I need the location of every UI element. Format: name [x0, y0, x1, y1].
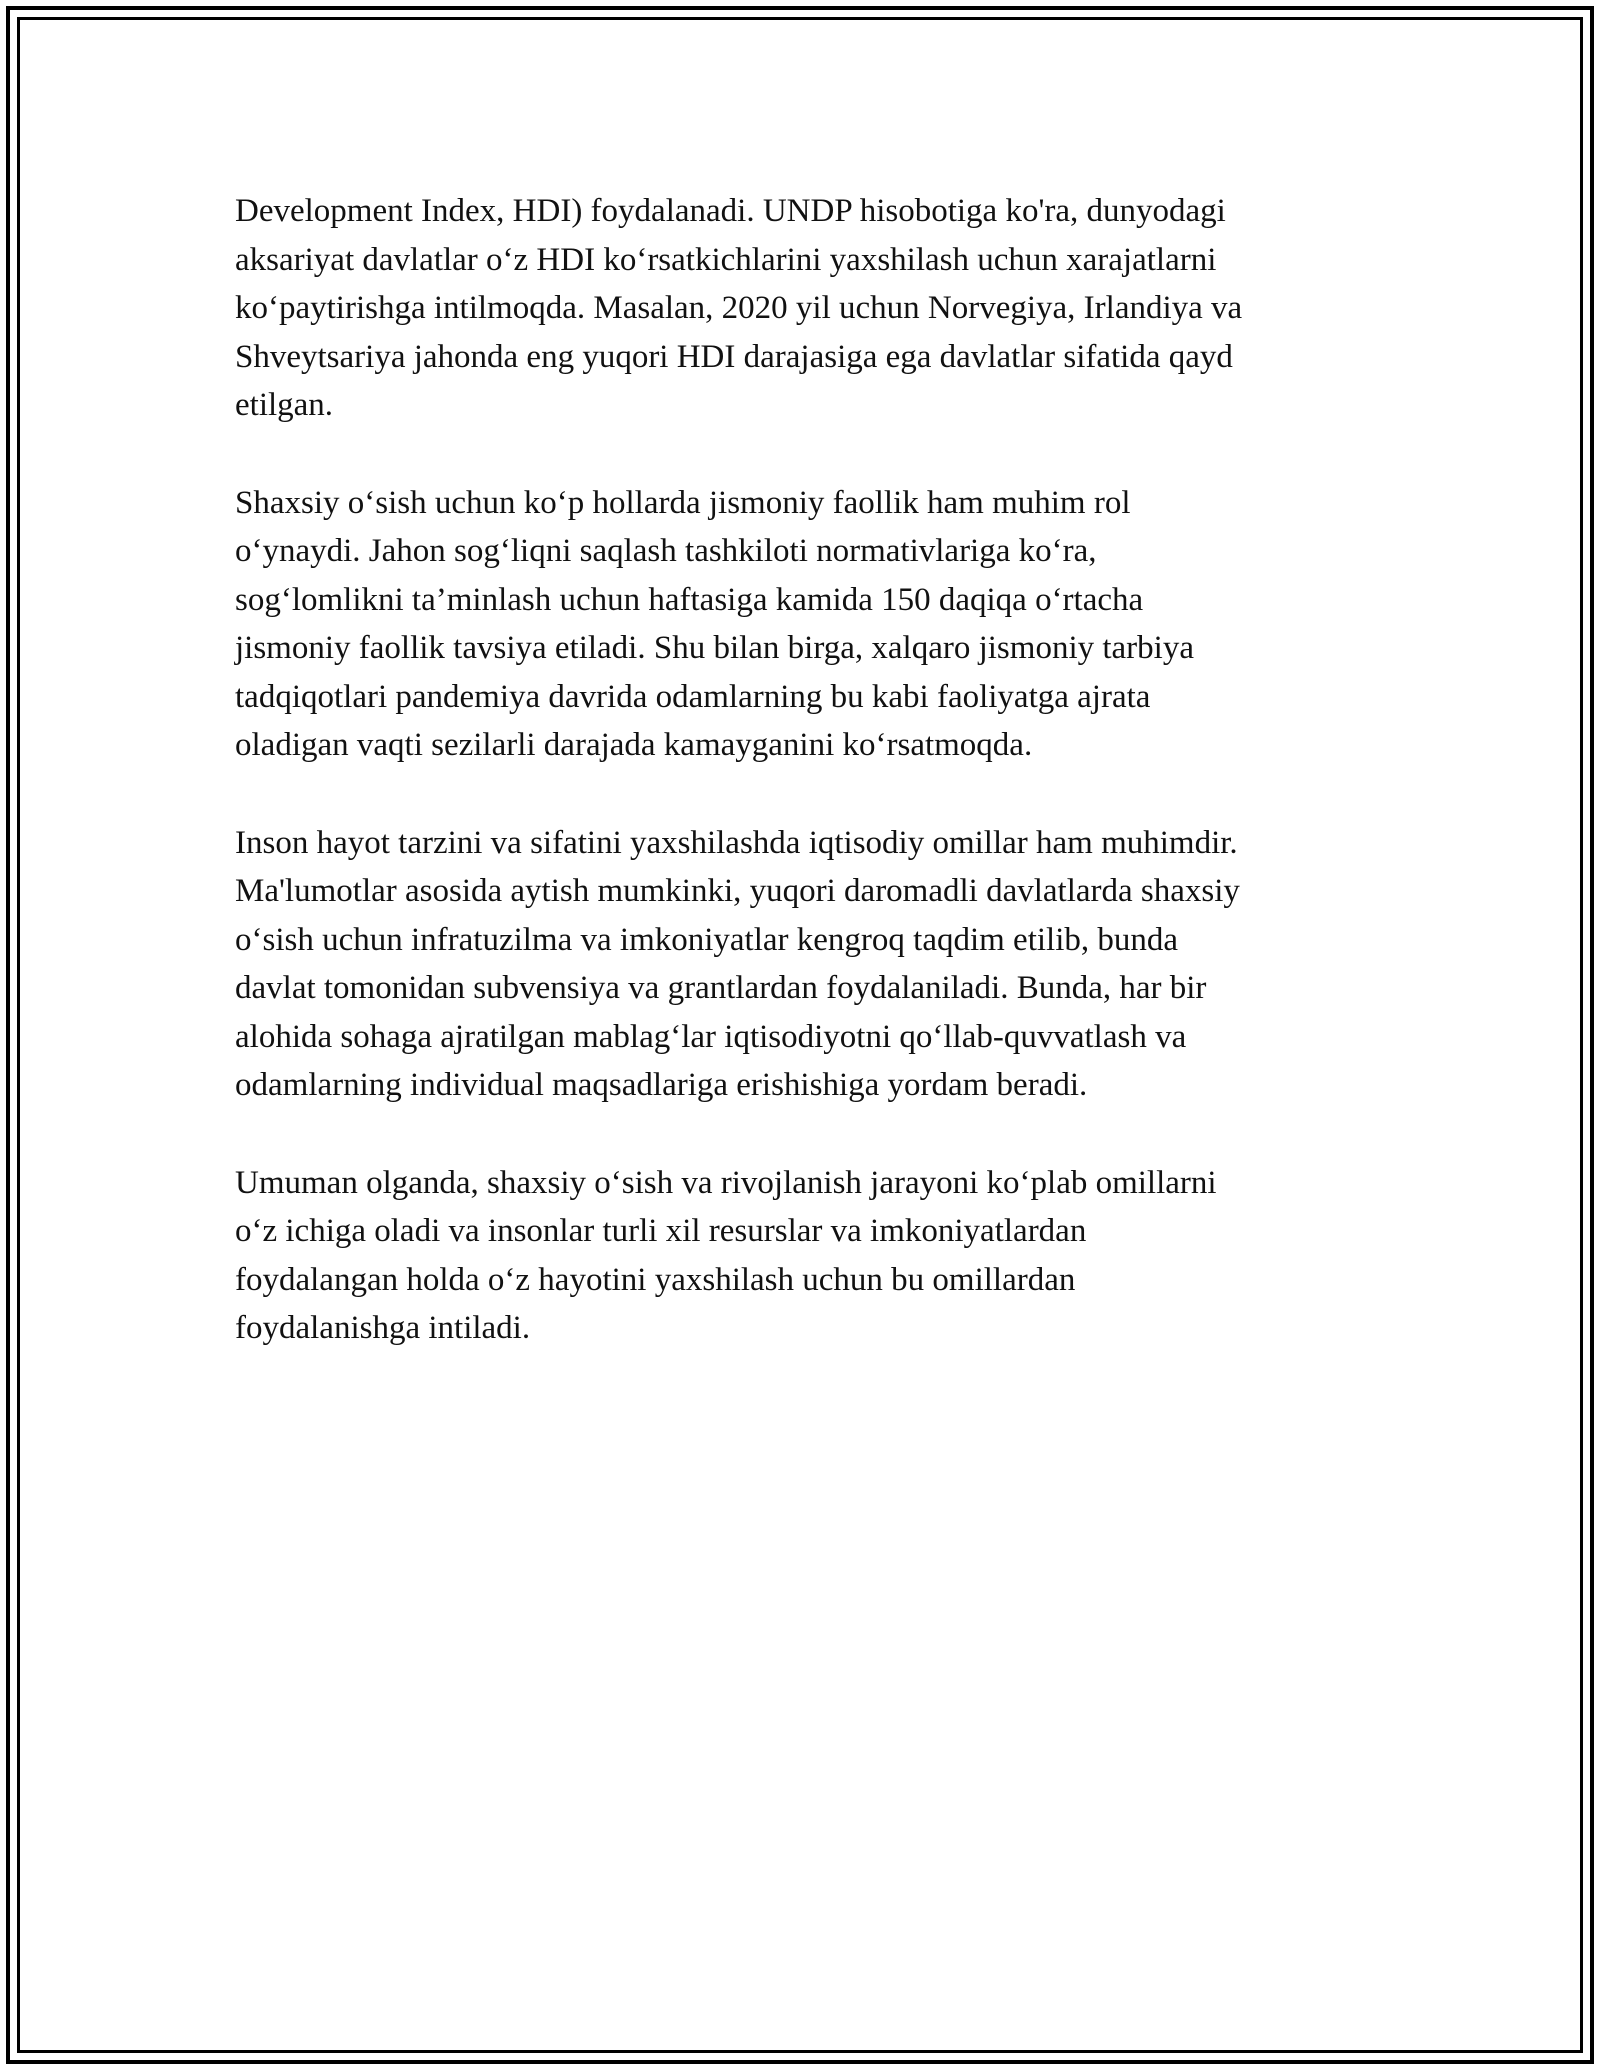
- text-line: Development Index, HDI) foydalanadi. UNDP hisobotiga ko'ra, dunyodagi: [235, 193, 1226, 229]
- text-line: oladigan vaqti sezilarli darajada kamayganini ko‘rsatmoqda.: [235, 727, 1033, 763]
- paragraph-hdi: [235, 187, 1365, 430]
- text-line: foydalangan holda o‘z hayotini yaxshilash uchun bu omillardan: [235, 1261, 1076, 1298]
- text-line: etilgan.: [235, 387, 334, 423]
- document-body: [235, 187, 1365, 1402]
- text-line: o‘ynaydi. Jahon sog‘liqni saqlash tashkiloti normativlariga ko‘ra,: [235, 533, 1097, 569]
- text-line: foydalanishga intiladi.: [235, 1310, 531, 1346]
- text-line: alohida sohaga ajratilgan mablag‘lar iqtisodiyotni qo‘llab-quvvatlash va: [235, 1018, 1187, 1055]
- text-line: aksariyat davlatlar o‘z HDI ko‘rsatkichlarini yaxshilash uchun xarajatlarni: [235, 241, 1217, 278]
- text-line: Umuman olganda, shaxsiy o‘sish va rivojlanish jarayoni ko‘plab omillarni: [235, 1164, 1217, 1201]
- text-line: ko‘paytirishga intilmoqda. Masalan, 2020 yil uchun Norvegiya, Irlandiya va: [235, 290, 1243, 326]
- paragraph-physical-activity: [235, 479, 1365, 770]
- paragraph-conclusion: [235, 1159, 1365, 1353]
- text-line: sog‘lomlikni ta’minlash uchun haftasiga kamida 150 daqiqa o‘rtacha: [235, 581, 1144, 618]
- paragraph-economic-factors: [235, 819, 1365, 1110]
- text-line: o‘z ichiga oladi va insonlar turli xil resurslar va imkoniyatlardan: [235, 1213, 1087, 1249]
- text-line: jismoniy faollik tavsiya etiladi. Shu bilan birga, xalqaro jismoniy tarbiya: [235, 630, 1194, 666]
- text-line: tadqiqotlari pandemiya davrida odamlarning bu kabi faoliyatga ajrata: [235, 678, 1151, 715]
- text-line: Shveytsariya jahonda eng yuqori HDI darajasiga ega davlatlar sifatida qayd: [235, 338, 1233, 375]
- text-line: Ma'lumotlar asosida aytish mumkinki, yuqori daromadli davlatlarda shaxsiy: [235, 873, 1240, 909]
- text-line: Shaxsiy o‘sish uchun ko‘p hollarda jismoniy faollik ham muhim rol: [235, 484, 1131, 521]
- text-line: o‘sish uchun infratuzilma va imkoniyatlar kengroq taqdim etilib, bunda: [235, 921, 1179, 958]
- text-line: Inson hayot tarzini va sifatini yaxshilashda iqtisodiy omillar ham muhimdir.: [235, 824, 1238, 861]
- text-line: odamlarning individual maqsadlariga erishishiga yordam beradi.: [235, 1067, 1088, 1103]
- text-line: davlat tomonidan subvensiya va grantlardan foydalaniladi. Bunda, har bir: [235, 970, 1207, 1006]
